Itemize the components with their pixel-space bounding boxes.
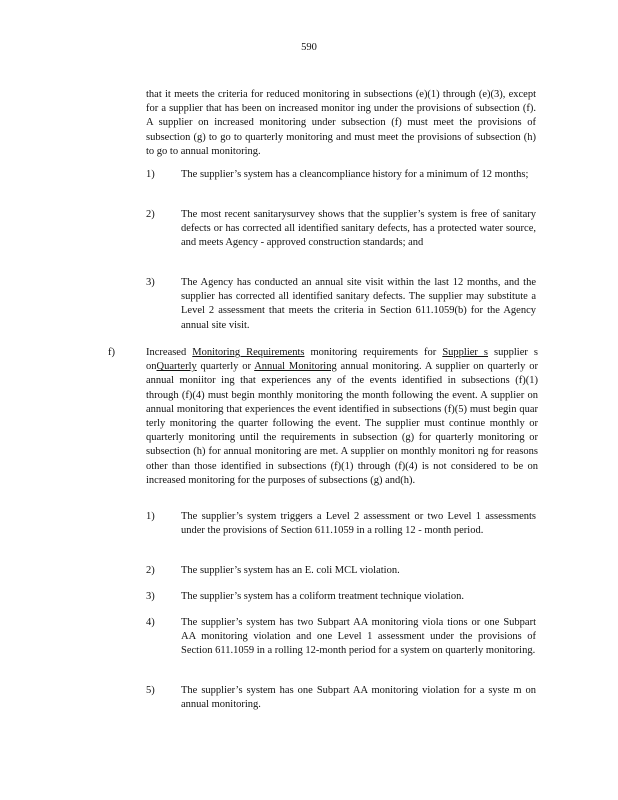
section-f [108, 346, 538, 488]
item-number: 3) [146, 277, 155, 288]
inserted-text: Monitoring Requirements [192, 347, 305, 358]
list-item-a2 [146, 208, 536, 251]
list-item-f3 [146, 590, 536, 604]
item-text: The supplier’s system has a coliform treatment technique violation. [181, 591, 464, 602]
intro-paragraph: that it meets the criteria for reduced monitoring in subsections (e)(1) through (e)(3), except for a supplier that has been on increased monitor ing under the provisions of subsection (f). A supplier on increased monitoring under subsection (f) must meet the provisions of subsection (g) to go to quarterly monitoring and must meet the provisions of subsection (h) to go to annual monitoring. [146, 89, 536, 157]
item-text: The most recent sanitarysurvey shows that the supplier’s system is free of sanitary defects or has corrected all identified sanitary defects, has a protected water source, and meets Agency - approved construction standards; and [181, 209, 536, 249]
item-number: 1) [146, 169, 155, 180]
list-item-a1 [146, 168, 536, 182]
section-f-label: f) [108, 347, 115, 358]
list-item-f1 [146, 510, 536, 538]
inserted-text: Annual Monitoring [254, 361, 337, 373]
text-run: annual monitoring. A supplier on quarterly or annual moniitor ing that experiences any of the events identified in subsections (f)(1) through (f)(4) must begin monthly monitoring the month following the event. A supplier on annual monitoring that experiences the event identified in subsections (f)(5) must begin quar terly monitoring the quarter following the event. The supplier must continue monthly or quarterly monitoring until the requirements in subsection (g) for quarterly monitoring or subsection (h) for annual monitoring are met. A supplier on monthly monitori ng for reasons other than those identified in subsections (f)(1) through (f)(4) is not considered to be on increased monitoring for the purposes of subsections (g) and(h). [146, 361, 538, 486]
item-number: 3) [146, 591, 155, 602]
item-text: The supplier’s system has two Subpart AA monitoring viola tions or one Subpart AA monitoring violation and one Level 1 assessment under the provisions of Section 611.1059 in a rolling 12-month period for a system on quarterly monitoring. [181, 617, 536, 657]
text-run: Increased [146, 347, 187, 358]
section-f-paragraph [146, 346, 538, 488]
list-item-f2 [146, 564, 536, 578]
item-text: The Agency has conducted an annual site visit within the last 12 months, and the supplier has corrected all identified sanitary defects. The supplier may substitute a Level 2 assessment that meets the criteria in Section 611.1059(b) for the Agency annual site visit. [181, 277, 536, 331]
item-number: 4) [146, 617, 155, 628]
text-run: supplier s on [146, 347, 538, 373]
page-number: 590 [301, 42, 317, 53]
item-number: 1) [146, 511, 155, 522]
inserted-text: Supplier s [442, 347, 489, 358]
list-item-f5 [146, 684, 536, 712]
item-text: The supplier’s system has an E. coli MCL violation. [181, 565, 400, 576]
list-item-f4 [146, 616, 536, 659]
text-run: monitoring requirements for [304, 347, 437, 358]
item-number: 2) [146, 565, 155, 576]
item-text: The supplier’s system has a cleancompliance history for a minimum of 12 months; [181, 169, 529, 180]
item-number: 2) [146, 209, 155, 220]
inserted-text: Quarterly [156, 361, 197, 373]
item-text: The supplier’s system triggers a Level 2 assessment or two Level 1 assessments under the provisions of Section 611.1059 in a rolling 12 - month period. [181, 511, 536, 537]
item-number: 5) [146, 685, 155, 696]
item-text: The supplier’s system has one Subpart AA monitoring violation for a syste m on annual monitoring. [181, 685, 536, 711]
list-item-a3 [146, 276, 536, 333]
text-run: quarterly or [196, 361, 255, 373]
